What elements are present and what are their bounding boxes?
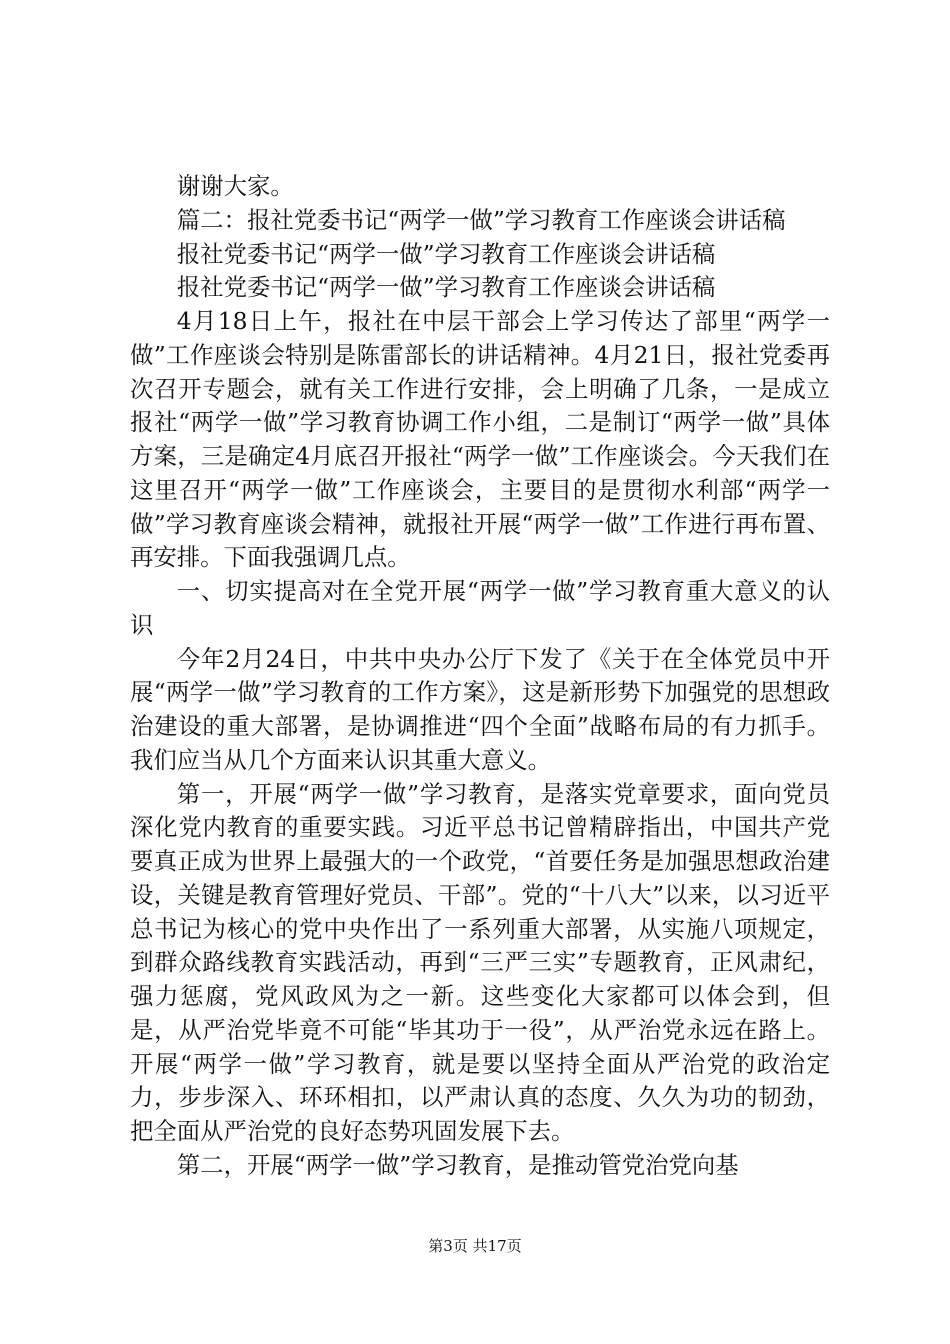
paragraph-title-repeat: 报社党委书记“两学一做”学习教育工作座谈会讲话稿 <box>176 273 716 302</box>
paragraph-heading-one: 一、切实提高对在全党开展“两学一做”学习教育重大意义的认识 <box>130 577 830 639</box>
paragraph-intro: 4月18日上午，报社在中层干部会上学习传达了部里“两学一做”工作座谈会特别是陈雷部长的讲话精神。4月21日，报社党委再次召开专题会，就有关工作进行安排，会上明确了几条，一是成立报社“两学一做”学习教育协调工作小组，二是制订“两学一做”具体方案，三是确定4月底召开报社“两学一做”工作座谈会。今天我们在这里召开“两学一做”工作座谈会，主要目的是贯彻水利部“两学一做”学习教育座谈会精神，就报社开展“两学一做”工作进行再布置、再安排。下面我强调几点。 <box>130 307 830 572</box>
document-body <box>130 170 830 1183</box>
paragraph-closing: 谢谢大家。 <box>176 172 294 200</box>
paragraph-point-first: 第一，开展“两学一做”学习教育，是落实党章要求，面向党员深化党内教育的重要实践。习近平总书记曾精辟指出，中国共产党要真正成为世界上最强大的一个政党，“首要任务是加强思想政治建设，关键是教育管理好党员、干部”。党的“十八大”以来，以习近平总书记为核心的党中央作出了一系列重大部署，从实施八项规定，到群众路线教育实践活动，再到“三严三实”专题教育，正风肃纪，强力惩腐，党风政风为之一新。这些变化大家都可以体会到，但是，从严治党毕竟不可能“毕其功于一役”，从严治党永远在路上。开展“两学一做”学习教育，就是要以坚持全面从严治党的政治定力，步步深入、环环相扣，以严肃认真的态度、久久为功的韧劲，把全面从严治党的良好态势巩固发展下去。 <box>130 779 830 1145</box>
paragraph-section-title: 篇二：报社党委书记“两学一做”学习教育工作座谈会讲话稿 <box>176 205 786 234</box>
page-number-footer: 第3页 共17页 <box>428 1237 522 1255</box>
paragraph-background: 今年2月24日，中共中央办公厅下发了《关于在全体党员中开展“两学一做”学习教育的工作方案》，这是新形势下加强党的思想政治建设的重大部署，是协调推进“四个全面”战略布局的有力抓手。我们应当从几个方面来认识其重大意义。 <box>130 644 830 774</box>
paragraph-title: 报社党委书记“两学一做”学习教育工作座谈会讲话稿 <box>176 239 716 268</box>
paragraph-point-second: 第二，开展“两学一做”学习教育，是推动管党治党向基 <box>176 1150 739 1179</box>
